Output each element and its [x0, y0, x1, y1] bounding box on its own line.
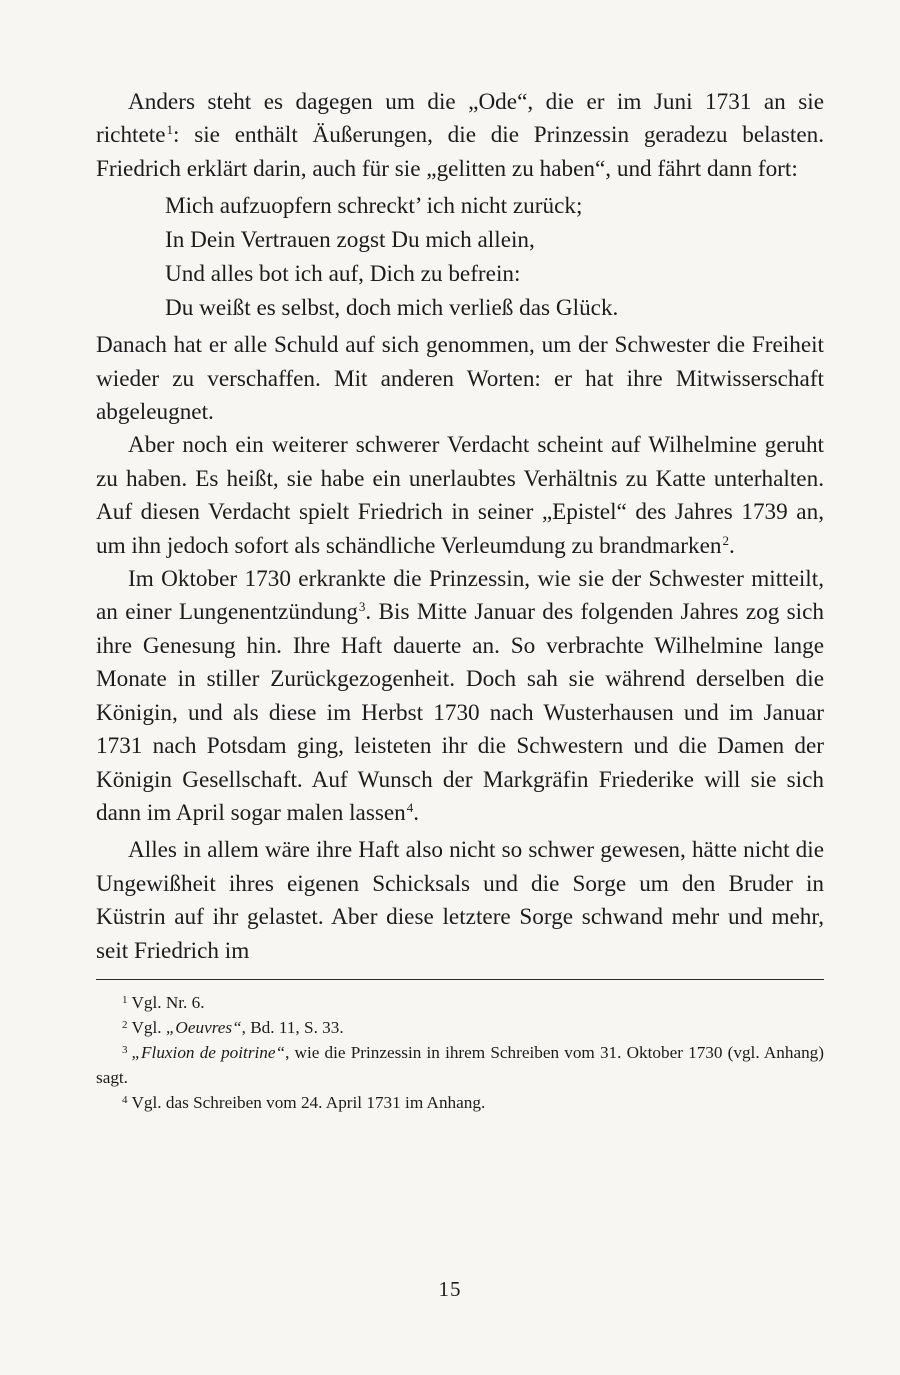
footnote-3 [96, 1040, 824, 1090]
footnote-number: 4 [122, 1093, 128, 1106]
paragraph-schuld: Danach hat er alle Schuld auf sich genommen, um der Schwester die Freiheit wieder zu verschaffen. Mit anderen Worten: er hat ihre Mitwisserschaft abgeleugnet. [96, 332, 824, 426]
footnote-ref: 2 [722, 532, 729, 548]
paragraph-text: Anders steht es dagegen um die „Ode“, die er im Juni 1731 an sie richtete [96, 89, 824, 149]
paragraph-text: . Bis Mitte Januar des folgenden Jahres zog sich ihre Genesung hin. Ihre Haft dauerte an. So verbrachte Wilhelmine lange Monate in stiller Zurückgezogenheit. Doch sah sie während derselben die Königin, und als diese im Herbst 1730 nach Wusterhausen und im Januar 1731 nach Potsdam ging, leisteten ihr die Schwestern und die Damen der Königin Gesellschaft. Auf Wunsch der Markgräfin Friederike will sie sich dann im April sogar malen lassen [96, 599, 824, 826]
footnote-title: „Oeuvres“ [165, 1017, 242, 1037]
body-text [96, 86, 824, 968]
footnote-ref: 3 [358, 599, 366, 615]
footnotes [96, 990, 824, 1115]
paragraph-text: Aber noch ein weiterer schwerer Verdacht scheint auf Wilhelmine geruht zu haben. Es heißt, sie habe ein unerlaubtes Verhältnis zu Katte unterhalten. Auf diesen Verdacht spielt Friedrich in seiner „Epistel“ des Jahres 1739 an, um ihn jedoch sofort als schändliche Verleumdung zu brandmarken [96, 432, 824, 559]
footnote-1 [96, 990, 824, 1015]
verse-line: Mich aufzuopfern schreckt’ ich nicht zurück; [165, 193, 583, 220]
paragraph-haft: Alles in allem wäre ihre Haft also nicht so schwer gewesen, hätte nicht die Ungewißheit ihres eigenen Schicksals und die Sorge um den Bruder in Küstrin auf ihr gelastet. Aber diese letztere Sorge schwand mehr und mehr, seit Friedrich im [96, 837, 824, 964]
footnote-ref: 1 [166, 122, 174, 138]
footnote-text: Vgl. Nr. 6. [131, 992, 205, 1012]
footnote-text: , wie die Prinzessin in ihrem Schreiben vom 31. Oktober 1730 (vgl. Anhang) sagt. [96, 1042, 824, 1087]
footnote-4 [96, 1090, 824, 1115]
footnote-text: , Bd. 11, S. 33. [241, 1017, 344, 1037]
paragraph-text: Im Oktober 1730 erkrankte die Prinzessin, wie sie der Schwester mitteilt, an einer Lungenentzündung [96, 566, 824, 626]
footnote-title: „Fluxion de poitrine“ [131, 1042, 286, 1062]
footnote-2 [96, 1015, 824, 1040]
footnote-number: 1 [122, 993, 128, 1006]
verse-line: Du weißt es selbst, doch mich verließ das Glück. [165, 295, 619, 322]
footnote-number: 3 [122, 1043, 128, 1056]
verse-quote [96, 189, 824, 325]
footnote-text: Vgl. das Schreiben vom 24. April 1731 im Anhang. [131, 1092, 486, 1112]
paragraph-verdacht [96, 429, 824, 563]
verse-line: In Dein Vertrauen zogst Du mich allein, [165, 227, 535, 254]
paragraph-ode [96, 86, 824, 186]
paragraph-text: . [728, 532, 735, 559]
page-number: 15 [438, 1277, 462, 1301]
verse-line: Und alles bot ich auf, Dich zu befrein: [165, 261, 521, 288]
paragraph-text: : sie enthält Äußerungen, die die Prinzessin geradezu belasten. Friedrich erklärt darin, auch für sie „gelitten zu haben“, und fährt dann fort: [96, 122, 824, 182]
paragraph-text: . [413, 799, 420, 826]
footnote-divider [96, 979, 824, 980]
book-page [96, 86, 824, 1115]
footnote-number: 2 [122, 1018, 128, 1031]
footnote-text: Vgl. [131, 1017, 166, 1037]
footnote-ref: 4 [406, 799, 414, 815]
paragraph-oktober [96, 563, 824, 830]
